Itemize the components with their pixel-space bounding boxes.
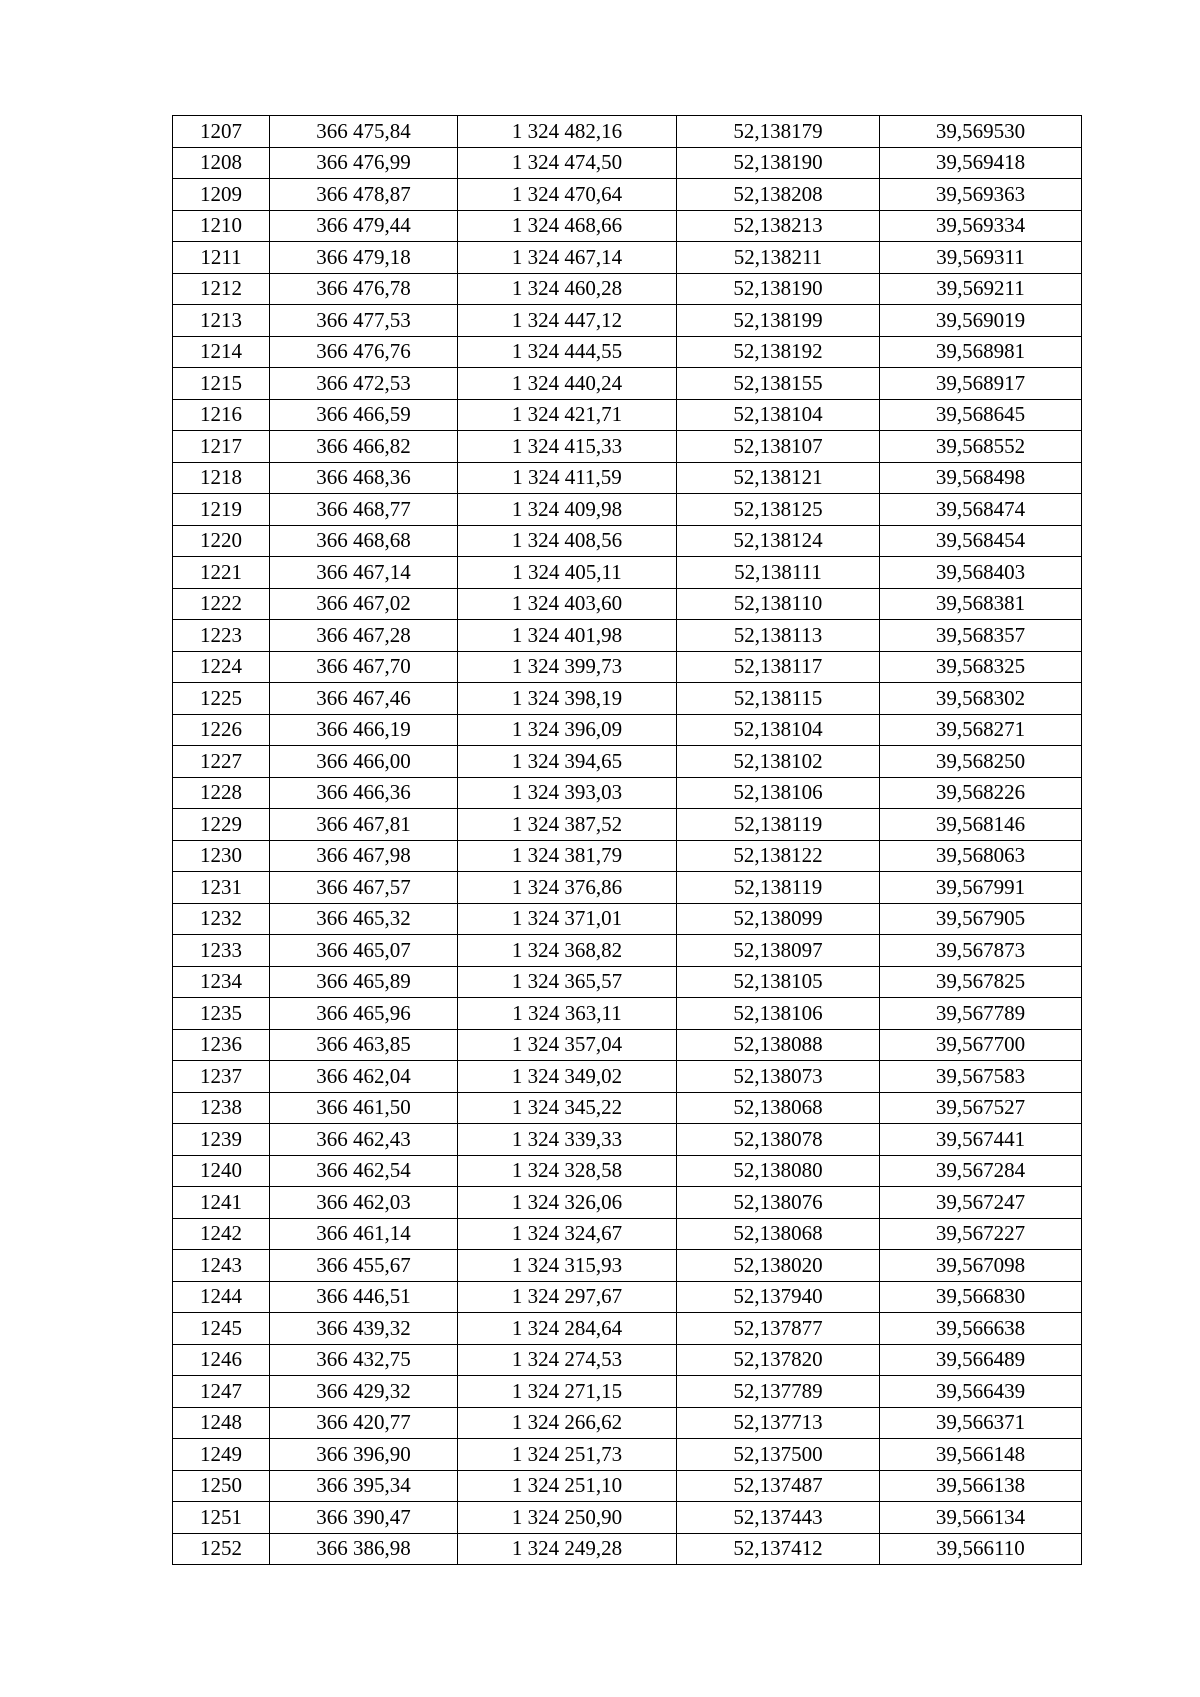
table-row [173, 1313, 1082, 1345]
x-coordinate-cell: 366 465,07 [270, 935, 458, 967]
x-coordinate-cell: 366 466,00 [270, 746, 458, 778]
x-coordinate-cell: 366 432,75 [270, 1344, 458, 1376]
y-coordinate-cell: 1 324 363,11 [458, 998, 677, 1030]
table-row [173, 903, 1082, 935]
x-coordinate-cell: 366 462,03 [270, 1187, 458, 1219]
latitude-cell: 52,138068 [677, 1092, 880, 1124]
longitude-cell: 39,567227 [880, 1218, 1082, 1250]
table-row [173, 777, 1082, 809]
y-coordinate-cell: 1 324 266,62 [458, 1407, 677, 1439]
latitude-cell: 52,137443 [677, 1502, 880, 1534]
x-coordinate-cell: 366 467,98 [270, 840, 458, 872]
x-coordinate-cell: 366 475,84 [270, 116, 458, 148]
point-number-cell: 1217 [173, 431, 270, 463]
y-coordinate-cell: 1 324 324,67 [458, 1218, 677, 1250]
latitude-cell: 52,137789 [677, 1376, 880, 1408]
longitude-cell: 39,568250 [880, 746, 1082, 778]
x-coordinate-cell: 366 477,53 [270, 305, 458, 337]
y-coordinate-cell: 1 324 411,59 [458, 462, 677, 494]
longitude-cell: 39,567825 [880, 966, 1082, 998]
y-coordinate-cell: 1 324 398,19 [458, 683, 677, 715]
point-number-cell: 1247 [173, 1376, 270, 1408]
point-number-cell: 1237 [173, 1061, 270, 1093]
x-coordinate-cell: 366 467,81 [270, 809, 458, 841]
latitude-cell: 52,138192 [677, 336, 880, 368]
table-row [173, 1281, 1082, 1313]
point-number-cell: 1229 [173, 809, 270, 841]
point-number-cell: 1215 [173, 368, 270, 400]
longitude-cell: 39,568403 [880, 557, 1082, 589]
x-coordinate-cell: 366 478,87 [270, 179, 458, 211]
table-row [173, 305, 1082, 337]
latitude-cell: 52,138111 [677, 557, 880, 589]
y-coordinate-cell: 1 324 444,55 [458, 336, 677, 368]
longitude-cell: 39,567527 [880, 1092, 1082, 1124]
latitude-cell: 52,138199 [677, 305, 880, 337]
point-number-cell: 1239 [173, 1124, 270, 1156]
table-row [173, 746, 1082, 778]
y-coordinate-cell: 1 324 482,16 [458, 116, 677, 148]
x-coordinate-cell: 366 479,18 [270, 242, 458, 274]
table-row [173, 462, 1082, 494]
y-coordinate-cell: 1 324 467,14 [458, 242, 677, 274]
latitude-cell: 52,138099 [677, 903, 880, 935]
latitude-cell: 52,138117 [677, 651, 880, 683]
longitude-cell: 39,566148 [880, 1439, 1082, 1471]
x-coordinate-cell: 366 467,70 [270, 651, 458, 683]
y-coordinate-cell: 1 324 415,33 [458, 431, 677, 463]
table-row [173, 1187, 1082, 1219]
table-row [173, 210, 1082, 242]
latitude-cell: 52,138208 [677, 179, 880, 211]
point-number-cell: 1225 [173, 683, 270, 715]
y-coordinate-cell: 1 324 365,57 [458, 966, 677, 998]
x-coordinate-cell: 366 468,77 [270, 494, 458, 526]
x-coordinate-cell: 366 462,04 [270, 1061, 458, 1093]
table-row [173, 179, 1082, 211]
y-coordinate-cell: 1 324 421,71 [458, 399, 677, 431]
y-coordinate-cell: 1 324 339,33 [458, 1124, 677, 1156]
latitude-cell: 52,138073 [677, 1061, 880, 1093]
y-coordinate-cell: 1 324 381,79 [458, 840, 677, 872]
table-row [173, 1092, 1082, 1124]
point-number-cell: 1210 [173, 210, 270, 242]
latitude-cell: 52,138122 [677, 840, 880, 872]
longitude-cell: 39,569311 [880, 242, 1082, 274]
longitude-cell: 39,568552 [880, 431, 1082, 463]
y-coordinate-cell: 1 324 440,24 [458, 368, 677, 400]
point-number-cell: 1212 [173, 273, 270, 305]
x-coordinate-cell: 366 467,02 [270, 588, 458, 620]
x-coordinate-cell: 366 466,82 [270, 431, 458, 463]
x-coordinate-cell: 366 386,98 [270, 1533, 458, 1565]
x-coordinate-cell: 366 468,68 [270, 525, 458, 557]
longitude-cell: 39,566110 [880, 1533, 1082, 1565]
point-number-cell: 1228 [173, 777, 270, 809]
table-row [173, 840, 1082, 872]
y-coordinate-cell: 1 324 371,01 [458, 903, 677, 935]
longitude-cell: 39,567284 [880, 1155, 1082, 1187]
x-coordinate-cell: 366 461,50 [270, 1092, 458, 1124]
y-coordinate-cell: 1 324 297,67 [458, 1281, 677, 1313]
longitude-cell: 39,566638 [880, 1313, 1082, 1345]
y-coordinate-cell: 1 324 251,10 [458, 1470, 677, 1502]
table-row [173, 714, 1082, 746]
longitude-cell: 39,567991 [880, 872, 1082, 904]
point-number-cell: 1246 [173, 1344, 270, 1376]
point-number-cell: 1221 [173, 557, 270, 589]
x-coordinate-cell: 366 465,89 [270, 966, 458, 998]
longitude-cell: 39,566138 [880, 1470, 1082, 1502]
x-coordinate-cell: 366 479,44 [270, 210, 458, 242]
x-coordinate-cell: 366 466,19 [270, 714, 458, 746]
table-row [173, 588, 1082, 620]
longitude-cell: 39,568271 [880, 714, 1082, 746]
longitude-cell: 39,568454 [880, 525, 1082, 557]
y-coordinate-cell: 1 324 470,64 [458, 179, 677, 211]
table-row [173, 368, 1082, 400]
y-coordinate-cell: 1 324 345,22 [458, 1092, 677, 1124]
table-row [173, 1407, 1082, 1439]
table-row [173, 431, 1082, 463]
table-row [173, 1376, 1082, 1408]
y-coordinate-cell: 1 324 271,15 [458, 1376, 677, 1408]
longitude-cell: 39,568498 [880, 462, 1082, 494]
x-coordinate-cell: 366 390,47 [270, 1502, 458, 1534]
y-coordinate-cell: 1 324 409,98 [458, 494, 677, 526]
longitude-cell: 39,566489 [880, 1344, 1082, 1376]
longitude-cell: 39,568063 [880, 840, 1082, 872]
table-row [173, 1124, 1082, 1156]
y-coordinate-cell: 1 324 349,02 [458, 1061, 677, 1093]
longitude-cell: 39,568381 [880, 588, 1082, 620]
table-row [173, 1029, 1082, 1061]
longitude-cell: 39,567583 [880, 1061, 1082, 1093]
y-coordinate-cell: 1 324 376,86 [458, 872, 677, 904]
coordinates-table-body [173, 116, 1082, 1565]
longitude-cell: 39,567098 [880, 1250, 1082, 1282]
table-row [173, 1470, 1082, 1502]
latitude-cell: 52,138119 [677, 809, 880, 841]
table-row [173, 1533, 1082, 1565]
latitude-cell: 52,138080 [677, 1155, 880, 1187]
y-coordinate-cell: 1 324 405,11 [458, 557, 677, 589]
latitude-cell: 52,138211 [677, 242, 880, 274]
latitude-cell: 52,137940 [677, 1281, 880, 1313]
latitude-cell: 52,137820 [677, 1344, 880, 1376]
y-coordinate-cell: 1 324 251,73 [458, 1439, 677, 1471]
x-coordinate-cell: 366 466,36 [270, 777, 458, 809]
latitude-cell: 52,138155 [677, 368, 880, 400]
table-row [173, 525, 1082, 557]
longitude-cell: 39,569019 [880, 305, 1082, 337]
point-number-cell: 1232 [173, 903, 270, 935]
latitude-cell: 52,137877 [677, 1313, 880, 1345]
point-number-cell: 1251 [173, 1502, 270, 1534]
table-row [173, 809, 1082, 841]
latitude-cell: 52,138190 [677, 147, 880, 179]
x-coordinate-cell: 366 465,32 [270, 903, 458, 935]
x-coordinate-cell: 366 439,32 [270, 1313, 458, 1345]
longitude-cell: 39,568357 [880, 620, 1082, 652]
longitude-cell: 39,566134 [880, 1502, 1082, 1534]
latitude-cell: 52,138124 [677, 525, 880, 557]
table-row [173, 683, 1082, 715]
latitude-cell: 52,138113 [677, 620, 880, 652]
longitude-cell: 39,569418 [880, 147, 1082, 179]
latitude-cell: 52,138068 [677, 1218, 880, 1250]
table-row [173, 147, 1082, 179]
x-coordinate-cell: 366 467,28 [270, 620, 458, 652]
y-coordinate-cell: 1 324 403,60 [458, 588, 677, 620]
point-number-cell: 1219 [173, 494, 270, 526]
latitude-cell: 52,138106 [677, 777, 880, 809]
table-row [173, 966, 1082, 998]
x-coordinate-cell: 366 446,51 [270, 1281, 458, 1313]
table-row [173, 1502, 1082, 1534]
table-row [173, 1061, 1082, 1093]
latitude-cell: 52,138076 [677, 1187, 880, 1219]
latitude-cell: 52,138104 [677, 714, 880, 746]
y-coordinate-cell: 1 324 401,98 [458, 620, 677, 652]
longitude-cell: 39,567247 [880, 1187, 1082, 1219]
x-coordinate-cell: 366 476,99 [270, 147, 458, 179]
point-number-cell: 1242 [173, 1218, 270, 1250]
point-number-cell: 1245 [173, 1313, 270, 1345]
y-coordinate-cell: 1 324 447,12 [458, 305, 677, 337]
table-row [173, 116, 1082, 148]
latitude-cell: 52,138179 [677, 116, 880, 148]
y-coordinate-cell: 1 324 394,65 [458, 746, 677, 778]
point-number-cell: 1243 [173, 1250, 270, 1282]
latitude-cell: 52,137412 [677, 1533, 880, 1565]
longitude-cell: 39,566439 [880, 1376, 1082, 1408]
longitude-cell: 39,567700 [880, 1029, 1082, 1061]
y-coordinate-cell: 1 324 328,58 [458, 1155, 677, 1187]
longitude-cell: 39,569211 [880, 273, 1082, 305]
point-number-cell: 1250 [173, 1470, 270, 1502]
y-coordinate-cell: 1 324 368,82 [458, 935, 677, 967]
longitude-cell: 39,568146 [880, 809, 1082, 841]
table-row [173, 998, 1082, 1030]
point-number-cell: 1248 [173, 1407, 270, 1439]
x-coordinate-cell: 366 396,90 [270, 1439, 458, 1471]
y-coordinate-cell: 1 324 399,73 [458, 651, 677, 683]
point-number-cell: 1244 [173, 1281, 270, 1313]
x-coordinate-cell: 366 420,77 [270, 1407, 458, 1439]
table-row [173, 242, 1082, 274]
point-number-cell: 1208 [173, 147, 270, 179]
point-number-cell: 1226 [173, 714, 270, 746]
longitude-cell: 39,569530 [880, 116, 1082, 148]
table-row [173, 273, 1082, 305]
table-row [173, 557, 1082, 589]
table-row [173, 336, 1082, 368]
point-number-cell: 1240 [173, 1155, 270, 1187]
point-number-cell: 1218 [173, 462, 270, 494]
latitude-cell: 52,138020 [677, 1250, 880, 1282]
latitude-cell: 52,138105 [677, 966, 880, 998]
latitude-cell: 52,138088 [677, 1029, 880, 1061]
table-row [173, 1218, 1082, 1250]
x-coordinate-cell: 366 476,78 [270, 273, 458, 305]
x-coordinate-cell: 366 468,36 [270, 462, 458, 494]
x-coordinate-cell: 366 465,96 [270, 998, 458, 1030]
x-coordinate-cell: 366 462,54 [270, 1155, 458, 1187]
table-row [173, 1155, 1082, 1187]
longitude-cell: 39,569334 [880, 210, 1082, 242]
point-number-cell: 1249 [173, 1439, 270, 1471]
latitude-cell: 52,137487 [677, 1470, 880, 1502]
x-coordinate-cell: 366 467,46 [270, 683, 458, 715]
point-number-cell: 1252 [173, 1533, 270, 1565]
point-number-cell: 1214 [173, 336, 270, 368]
x-coordinate-cell: 366 429,32 [270, 1376, 458, 1408]
point-number-cell: 1213 [173, 305, 270, 337]
point-number-cell: 1227 [173, 746, 270, 778]
longitude-cell: 39,567441 [880, 1124, 1082, 1156]
x-coordinate-cell: 366 461,14 [270, 1218, 458, 1250]
longitude-cell: 39,567905 [880, 903, 1082, 935]
latitude-cell: 52,138110 [677, 588, 880, 620]
longitude-cell: 39,568302 [880, 683, 1082, 715]
y-coordinate-cell: 1 324 357,04 [458, 1029, 677, 1061]
y-coordinate-cell: 1 324 249,28 [458, 1533, 677, 1565]
x-coordinate-cell: 366 462,43 [270, 1124, 458, 1156]
latitude-cell: 52,138190 [677, 273, 880, 305]
longitude-cell: 39,568474 [880, 494, 1082, 526]
point-number-cell: 1233 [173, 935, 270, 967]
longitude-cell: 39,566830 [880, 1281, 1082, 1313]
latitude-cell: 52,138078 [677, 1124, 880, 1156]
x-coordinate-cell: 366 463,85 [270, 1029, 458, 1061]
longitude-cell: 39,568325 [880, 651, 1082, 683]
point-number-cell: 1241 [173, 1187, 270, 1219]
latitude-cell: 52,138107 [677, 431, 880, 463]
latitude-cell: 52,138106 [677, 998, 880, 1030]
y-coordinate-cell: 1 324 326,06 [458, 1187, 677, 1219]
x-coordinate-cell: 366 467,57 [270, 872, 458, 904]
point-number-cell: 1220 [173, 525, 270, 557]
y-coordinate-cell: 1 324 250,90 [458, 1502, 677, 1534]
y-coordinate-cell: 1 324 315,93 [458, 1250, 677, 1282]
point-number-cell: 1236 [173, 1029, 270, 1061]
point-number-cell: 1234 [173, 966, 270, 998]
longitude-cell: 39,566371 [880, 1407, 1082, 1439]
table-row [173, 399, 1082, 431]
point-number-cell: 1207 [173, 116, 270, 148]
point-number-cell: 1211 [173, 242, 270, 274]
point-number-cell: 1209 [173, 179, 270, 211]
point-number-cell: 1222 [173, 588, 270, 620]
longitude-cell: 39,569363 [880, 179, 1082, 211]
point-number-cell: 1230 [173, 840, 270, 872]
point-number-cell: 1235 [173, 998, 270, 1030]
point-number-cell: 1223 [173, 620, 270, 652]
longitude-cell: 39,567789 [880, 998, 1082, 1030]
latitude-cell: 52,138213 [677, 210, 880, 242]
y-coordinate-cell: 1 324 460,28 [458, 273, 677, 305]
point-number-cell: 1224 [173, 651, 270, 683]
latitude-cell: 52,138104 [677, 399, 880, 431]
x-coordinate-cell: 366 472,53 [270, 368, 458, 400]
point-number-cell: 1238 [173, 1092, 270, 1124]
point-number-cell: 1216 [173, 399, 270, 431]
y-coordinate-cell: 1 324 387,52 [458, 809, 677, 841]
x-coordinate-cell: 366 395,34 [270, 1470, 458, 1502]
y-coordinate-cell: 1 324 284,64 [458, 1313, 677, 1345]
latitude-cell: 52,138097 [677, 935, 880, 967]
table-row [173, 872, 1082, 904]
x-coordinate-cell: 366 476,76 [270, 336, 458, 368]
point-number-cell: 1231 [173, 872, 270, 904]
longitude-cell: 39,568981 [880, 336, 1082, 368]
longitude-cell: 39,568917 [880, 368, 1082, 400]
latitude-cell: 52,138115 [677, 683, 880, 715]
table-row [173, 651, 1082, 683]
latitude-cell: 52,138125 [677, 494, 880, 526]
table-row [173, 1439, 1082, 1471]
longitude-cell: 39,568645 [880, 399, 1082, 431]
latitude-cell: 52,138102 [677, 746, 880, 778]
x-coordinate-cell: 366 466,59 [270, 399, 458, 431]
latitude-cell: 52,137500 [677, 1439, 880, 1471]
latitude-cell: 52,137713 [677, 1407, 880, 1439]
table-row [173, 620, 1082, 652]
y-coordinate-cell: 1 324 474,50 [458, 147, 677, 179]
x-coordinate-cell: 366 455,67 [270, 1250, 458, 1282]
x-coordinate-cell: 366 467,14 [270, 557, 458, 589]
y-coordinate-cell: 1 324 408,56 [458, 525, 677, 557]
y-coordinate-cell: 1 324 274,53 [458, 1344, 677, 1376]
table-row [173, 494, 1082, 526]
coordinates-table [172, 115, 1082, 1565]
table-row [173, 935, 1082, 967]
y-coordinate-cell: 1 324 396,09 [458, 714, 677, 746]
latitude-cell: 52,138121 [677, 462, 880, 494]
latitude-cell: 52,138119 [677, 872, 880, 904]
y-coordinate-cell: 1 324 393,03 [458, 777, 677, 809]
y-coordinate-cell: 1 324 468,66 [458, 210, 677, 242]
longitude-cell: 39,567873 [880, 935, 1082, 967]
table-row [173, 1250, 1082, 1282]
table-row [173, 1344, 1082, 1376]
longitude-cell: 39,568226 [880, 777, 1082, 809]
